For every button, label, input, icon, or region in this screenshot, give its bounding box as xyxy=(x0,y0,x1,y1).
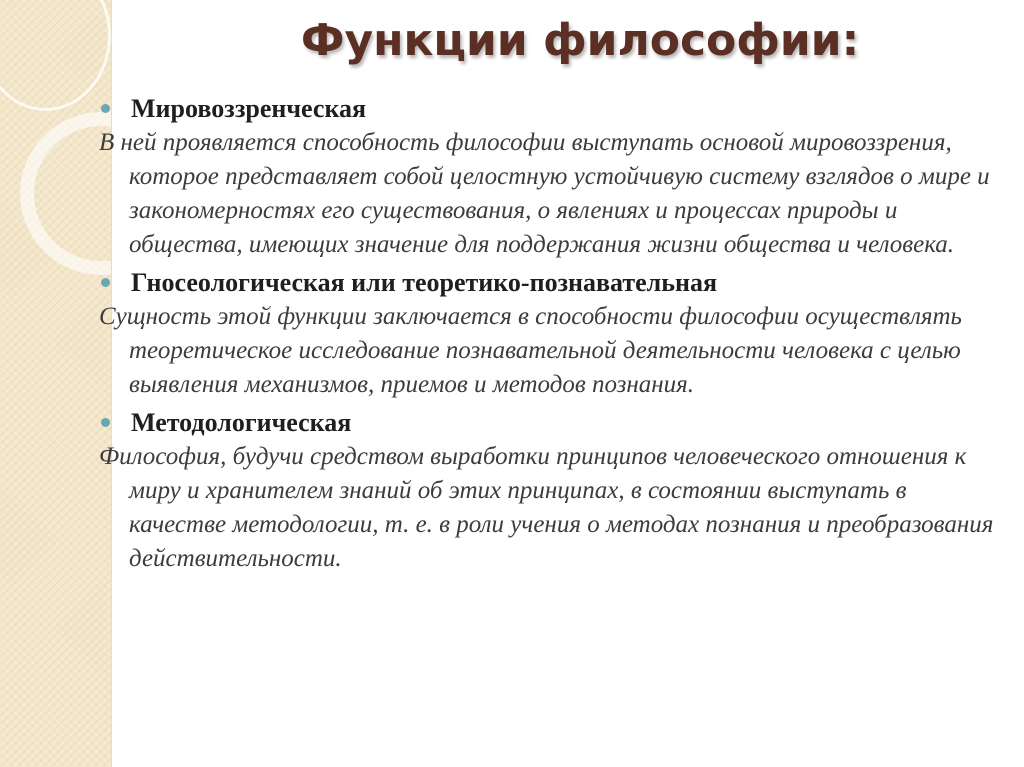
decorative-side-band xyxy=(0,0,112,767)
bullet-dot xyxy=(101,278,110,287)
bullet-dot xyxy=(101,104,110,113)
function-item xyxy=(99,92,999,262)
slide-title: Функции философии: xyxy=(300,15,860,66)
function-description: В ней проявляется способность философии выступать основой мировоззрения, которое представляет собой целостную устойчивую систему взглядов о мире и закономерностях его существования, о явлениях и процессах природы и общества, имеющих значение для поддержания жизни общества и человека. xyxy=(99,129,990,258)
function-description: Сущность этой функции заключается в способности философии осуществлять теоретическое исследование познавательной деятельности человека с целью выявления механизмов, приемов и методов познания. xyxy=(99,303,962,398)
function-heading xyxy=(99,406,999,440)
heading-text: Методологическая xyxy=(131,408,352,437)
function-heading xyxy=(99,266,999,300)
function-item xyxy=(99,266,999,402)
bullet-dot xyxy=(101,418,110,427)
function-heading xyxy=(99,92,999,126)
heading-text: Гносеологическая или теоретико-познавательная xyxy=(131,268,718,297)
slide-content xyxy=(99,92,999,580)
heading-text: Мировоззренческая xyxy=(131,94,367,123)
function-item xyxy=(99,406,999,576)
function-description: Философия, будучи средством выработки принципов человеческого отношения к миру и хранителем знаний об этих принципах, в состоянии выступать в качестве методологии, т. е. в роли учения о методах познания и преобразования действительности. xyxy=(99,443,994,572)
